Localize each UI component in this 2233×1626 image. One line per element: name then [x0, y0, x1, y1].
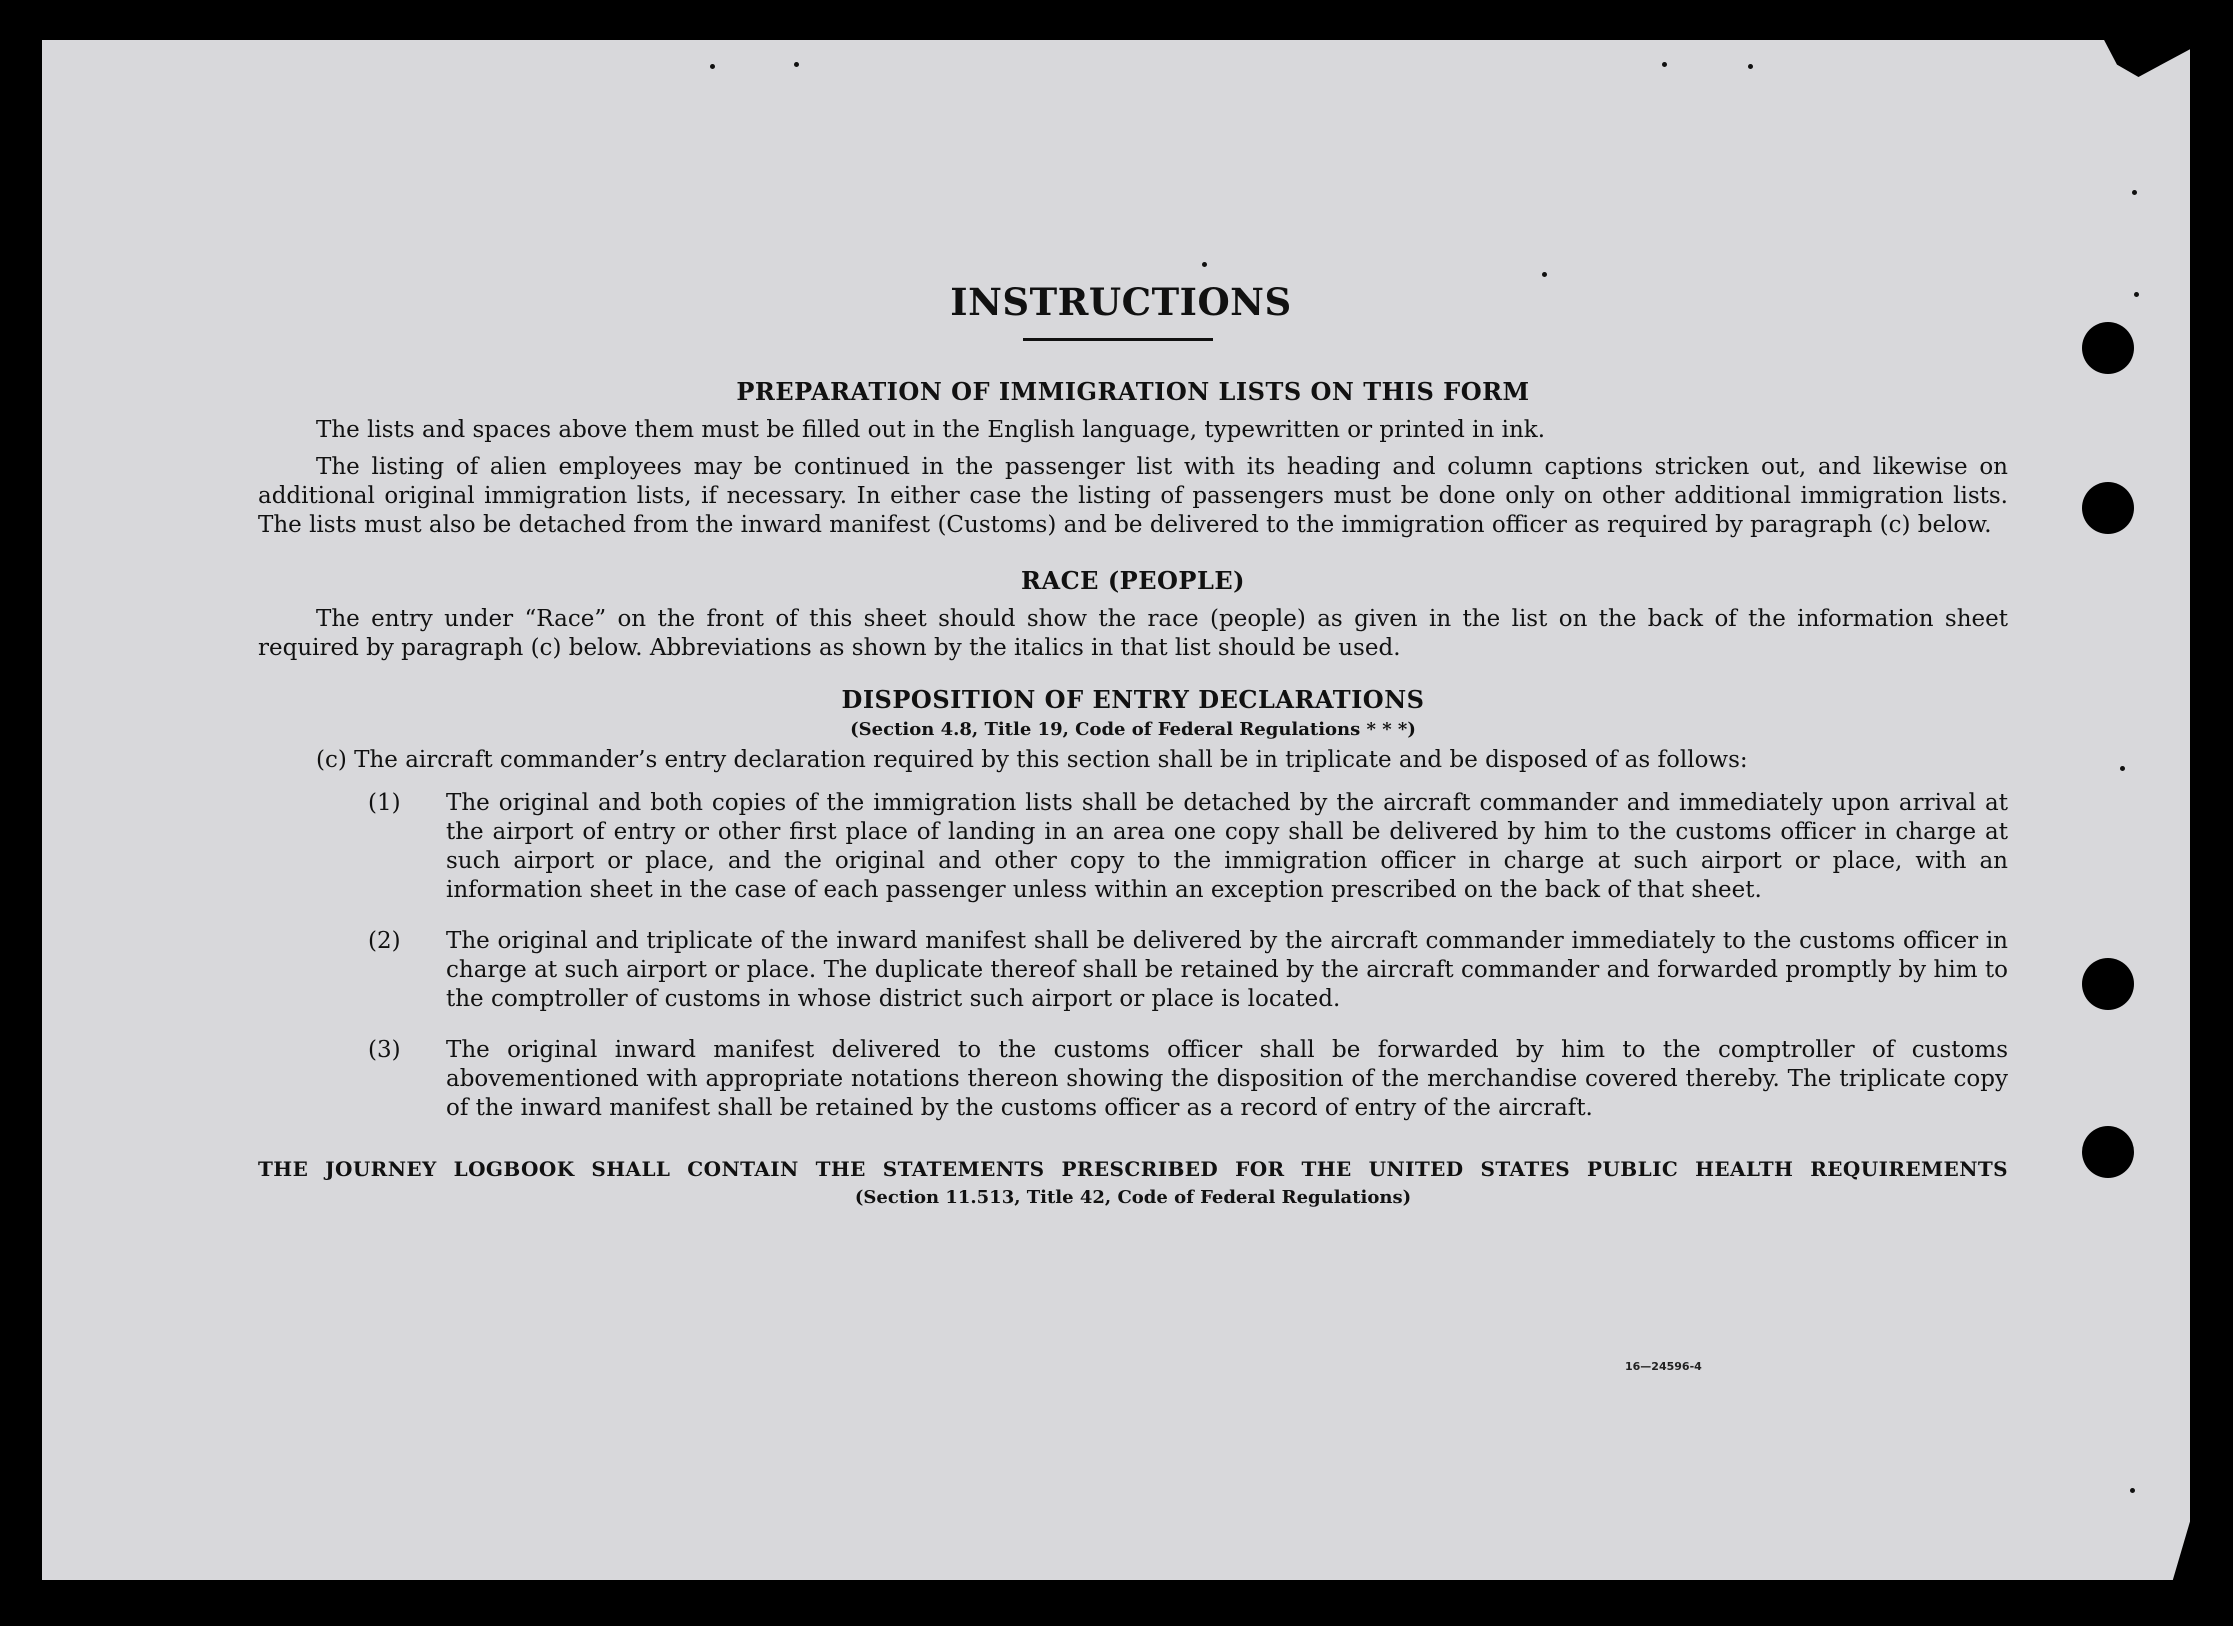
section-citation: (Section 4.8, Title 19, Code of Federal Regulations * * *)	[850, 719, 1416, 740]
item-number: (1)	[368, 790, 401, 816]
paragraph: The lists and spaces above them must be filled out in the English language, typewritten or printed in ink.	[316, 417, 1546, 443]
section-heading-preparation: PREPARATION OF IMMIGRATION LISTS ON THIS FORM	[736, 377, 1530, 406]
instructions-content	[258, 280, 2008, 1210]
section-heading-disposition: DISPOSITION OF ENTRY DECLARATIONS	[841, 685, 1425, 714]
item-text: The original inward manifest delivered to the customs officer shall be forwarded by him to the comptroller of customs abovementioned with appropriate notations thereon showing the disposition of the merchandise covered thereby. The triplicate copy of the inward manifest shall be retained by the customs officer as a record of entry of the aircraft.	[446, 1037, 2008, 1121]
list-item	[258, 1036, 2008, 1123]
item-number: (2)	[368, 928, 401, 954]
punch-hole	[2082, 482, 2134, 534]
list-item	[258, 927, 2008, 1014]
dust-speck	[2120, 766, 2125, 771]
dust-speck	[710, 64, 715, 69]
dust-speck	[1662, 62, 1667, 67]
disposition-list	[258, 789, 2008, 1123]
dust-speck	[1202, 262, 1207, 267]
paragraph-c: (c) The aircraft commander’s entry declaration required by this section shall be in triplicate and be disposed of as follows:	[316, 747, 1748, 773]
dust-speck	[1748, 64, 1753, 69]
footer-statement: THE JOURNEY LOGBOOK SHALL CONTAIN THE STATEMENTS PRESCRIBED FOR THE UNITED STATES PUBLIC HEALTH REQUIREMENTS	[258, 1157, 2008, 1181]
page-title: INSTRUCTIONS	[950, 280, 1292, 324]
form-number: 16—24596-4	[1625, 1360, 1702, 1373]
item-number: (3)	[368, 1037, 401, 1063]
footer-citation: (Section 11.513, Title 42, Code of Federal Regulations)	[854, 1187, 1412, 1208]
dust-speck	[2130, 1488, 2135, 1493]
title-underline	[1023, 338, 1213, 341]
dust-speck	[1542, 272, 1547, 277]
punch-hole	[2082, 1126, 2134, 1178]
list-item	[258, 789, 2008, 905]
item-text: The original and triplicate of the inward manifest shall be delivered by the aircraft commander immediately to the customs officer in charge at such airport or place. The duplicate thereof shall be retained by the aircraft commander and forwarded promptly by him to the comptroller of customs in whose district such airport or place is located.	[446, 928, 2008, 1012]
punch-hole	[2082, 322, 2134, 374]
dust-speck	[2132, 190, 2137, 195]
punch-hole	[2082, 958, 2134, 1010]
dust-speck	[2134, 292, 2139, 297]
dust-speck	[794, 62, 799, 67]
item-text: The original and both copies of the immigration lists shall be detached by the aircraft commander and immediately upon arrival at the airport of entry or other first place of landing in an area one copy shall be delivered by him to the customs officer in charge at such airport or place, and the original and other copy to the immigration officer in charge at such airport or place, with an information sheet in the case of each passenger unless within an exception prescribed on the back of that sheet.	[446, 790, 2008, 903]
section-heading-race: RACE (PEOPLE)	[1021, 566, 1245, 595]
paragraph: The listing of alien employees may be continued in the passenger list with its heading and column captions stricken out, and likewise on additional original immigration lists, if necessary. In either case the listing of passengers must be done only on other additional immigration lists. The lists must also be detached from the inward manifest (Customs) and be delivered to the immigration officer as required by paragraph (c) below.	[258, 454, 2008, 538]
paragraph: The entry under “Race” on the front of this sheet should show the race (people) as given in the list on the back of the information sheet required by paragraph (c) below. Abbreviations as shown by the italics in that list should be used.	[258, 606, 2008, 661]
